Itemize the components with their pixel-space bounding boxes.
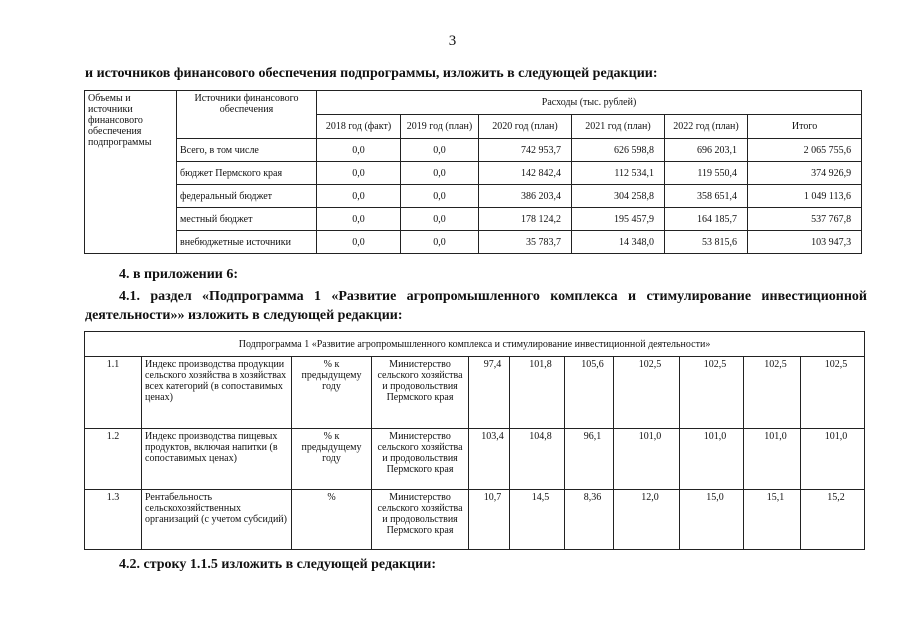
amount-cell: 35 783,7 xyxy=(479,231,572,254)
amount-cell: 0,0 xyxy=(401,162,479,185)
indicator-value: 97,4 xyxy=(469,357,510,429)
year-header: 2019 год (план) xyxy=(401,115,479,139)
amount-cell: 142 842,4 xyxy=(479,162,572,185)
amount-cell: 0,0 xyxy=(317,185,401,208)
amount-cell: 53 815,6 xyxy=(665,231,748,254)
indicator-unit: % к предыдущему году xyxy=(292,429,372,490)
amount-cell: 386 203,4 xyxy=(479,185,572,208)
year-header: Итого xyxy=(748,115,862,139)
amount-cell: 2 065 755,6 xyxy=(748,139,862,162)
indicator-number: 1.1 xyxy=(85,357,142,429)
finance-row xyxy=(85,231,862,254)
amount-cell: 374 926,9 xyxy=(748,162,862,185)
indicator-name: Индекс производства продукции сельского хозяйства в хозяйствах всех категорий (в сопоставимых ценах) xyxy=(142,357,292,429)
source-label: местный бюджет xyxy=(177,208,317,231)
indicator-name: Индекс производства пищевых продуктов, включая напитки (в сопоставимых ценах) xyxy=(142,429,292,490)
finance-row xyxy=(85,185,862,208)
amount-cell: 0,0 xyxy=(317,139,401,162)
amount-cell: 0,0 xyxy=(401,139,479,162)
indicator-number: 1.3 xyxy=(85,490,142,550)
indicator-value: 15,2 xyxy=(801,490,865,550)
indicator-unit: % xyxy=(292,490,372,550)
indicator-unit: % к предыдущему году xyxy=(292,357,372,429)
amount-cell: 0,0 xyxy=(317,231,401,254)
section-4-2-text: 4.2. строку 1.1.5 изложить в следующей редакции: xyxy=(119,557,436,572)
year-header: 2018 год (факт) xyxy=(317,115,401,139)
amount-cell: 103 947,3 xyxy=(748,231,862,254)
indicator-name: Рентабельность сельскохозяйственных организаций (с учетом субсидий) xyxy=(142,490,292,550)
year-header: 2020 год (план) xyxy=(479,115,572,139)
amount-cell: 304 258,8 xyxy=(572,185,665,208)
amount-cell: 626 598,8 xyxy=(572,139,665,162)
indicator-number: 1.2 xyxy=(85,429,142,490)
amount-cell: 0,0 xyxy=(401,208,479,231)
indicator-value: 10,7 xyxy=(469,490,510,550)
finance-col1-header: Объемы и источники финансового обеспечения подпрограммы xyxy=(85,91,177,254)
finance-row xyxy=(85,162,862,185)
amount-cell: 195 457,9 xyxy=(572,208,665,231)
indicator-value: 8,36 xyxy=(565,490,614,550)
indicator-value: 101,0 xyxy=(744,429,801,490)
amount-cell: 112 534,1 xyxy=(572,162,665,185)
year-header: 2022 год (план) xyxy=(665,115,748,139)
indicator-value: 103,4 xyxy=(469,429,510,490)
indicator-org: Министерство сельского хозяйства и продовольствия Пермского края xyxy=(372,490,469,550)
indicator-table xyxy=(84,331,865,550)
finance-col2-header: Источники финансового обеспечения xyxy=(177,91,317,139)
indicator-value: 104,8 xyxy=(510,429,565,490)
indicator-value: 102,5 xyxy=(614,357,680,429)
section-4-1-text: 4.1. раздел «Подпрограмма 1 «Развитие агропромышленного комплекса и стимулирование инвестиционной деятельности»» изложить в следующей редакции: xyxy=(85,289,867,323)
amount-cell: 537 767,8 xyxy=(748,208,862,231)
finance-group-header: Расходы (тыс. рублей) xyxy=(317,91,862,115)
indicator-value: 14,5 xyxy=(510,490,565,550)
indicator-value: 101,0 xyxy=(801,429,865,490)
indicator-value: 102,5 xyxy=(680,357,744,429)
indicator-row xyxy=(85,357,865,429)
source-label: федеральный бюджет xyxy=(177,185,317,208)
indicator-org: Министерство сельского хозяйства и продовольствия Пермского края xyxy=(372,357,469,429)
indicator-row xyxy=(85,429,865,490)
indicator-value: 102,5 xyxy=(744,357,801,429)
indicator-table-title: Подпрограмма 1 «Развитие агропромышленного комплекса и стимулирование инвестиционной деятельности» xyxy=(85,332,865,357)
indicator-value: 101,0 xyxy=(680,429,744,490)
indicator-row xyxy=(85,490,865,550)
source-label: Всего, в том числе xyxy=(177,139,317,162)
year-header: 2021 год (план) xyxy=(572,115,665,139)
section-4-heading: 4. в приложении 6: xyxy=(119,267,239,282)
source-label: внебюджетные источники xyxy=(177,231,317,254)
amount-cell: 742 953,7 xyxy=(479,139,572,162)
amount-cell: 358 651,4 xyxy=(665,185,748,208)
amount-cell: 14 348,0 xyxy=(572,231,665,254)
indicator-value: 105,6 xyxy=(565,357,614,429)
amount-cell: 0,0 xyxy=(401,231,479,254)
amount-cell: 1 049 113,6 xyxy=(748,185,862,208)
indicator-org: Министерство сельского хозяйства и продовольствия Пермского края xyxy=(372,429,469,490)
source-label: бюджет Пермского края xyxy=(177,162,317,185)
amount-cell: 178 124,2 xyxy=(479,208,572,231)
amount-cell: 0,0 xyxy=(317,208,401,231)
indicator-value: 102,5 xyxy=(801,357,865,429)
indicator-value: 101,8 xyxy=(510,357,565,429)
intro-text: и источников финансового обеспечения подпрограммы, изложить в следующей редакции: xyxy=(85,66,658,81)
finance-row xyxy=(85,208,862,231)
finance-table xyxy=(84,90,862,254)
amount-cell: 164 185,7 xyxy=(665,208,748,231)
indicator-value: 15,1 xyxy=(744,490,801,550)
indicator-value: 15,0 xyxy=(680,490,744,550)
indicator-value: 96,1 xyxy=(565,429,614,490)
amount-cell: 0,0 xyxy=(317,162,401,185)
amount-cell: 696 203,1 xyxy=(665,139,748,162)
indicator-value: 101,0 xyxy=(614,429,680,490)
amount-cell: 0,0 xyxy=(401,185,479,208)
indicator-value: 12,0 xyxy=(614,490,680,550)
amount-cell: 119 550,4 xyxy=(665,162,748,185)
page-number: 3 xyxy=(448,33,457,49)
finance-row xyxy=(85,139,862,162)
